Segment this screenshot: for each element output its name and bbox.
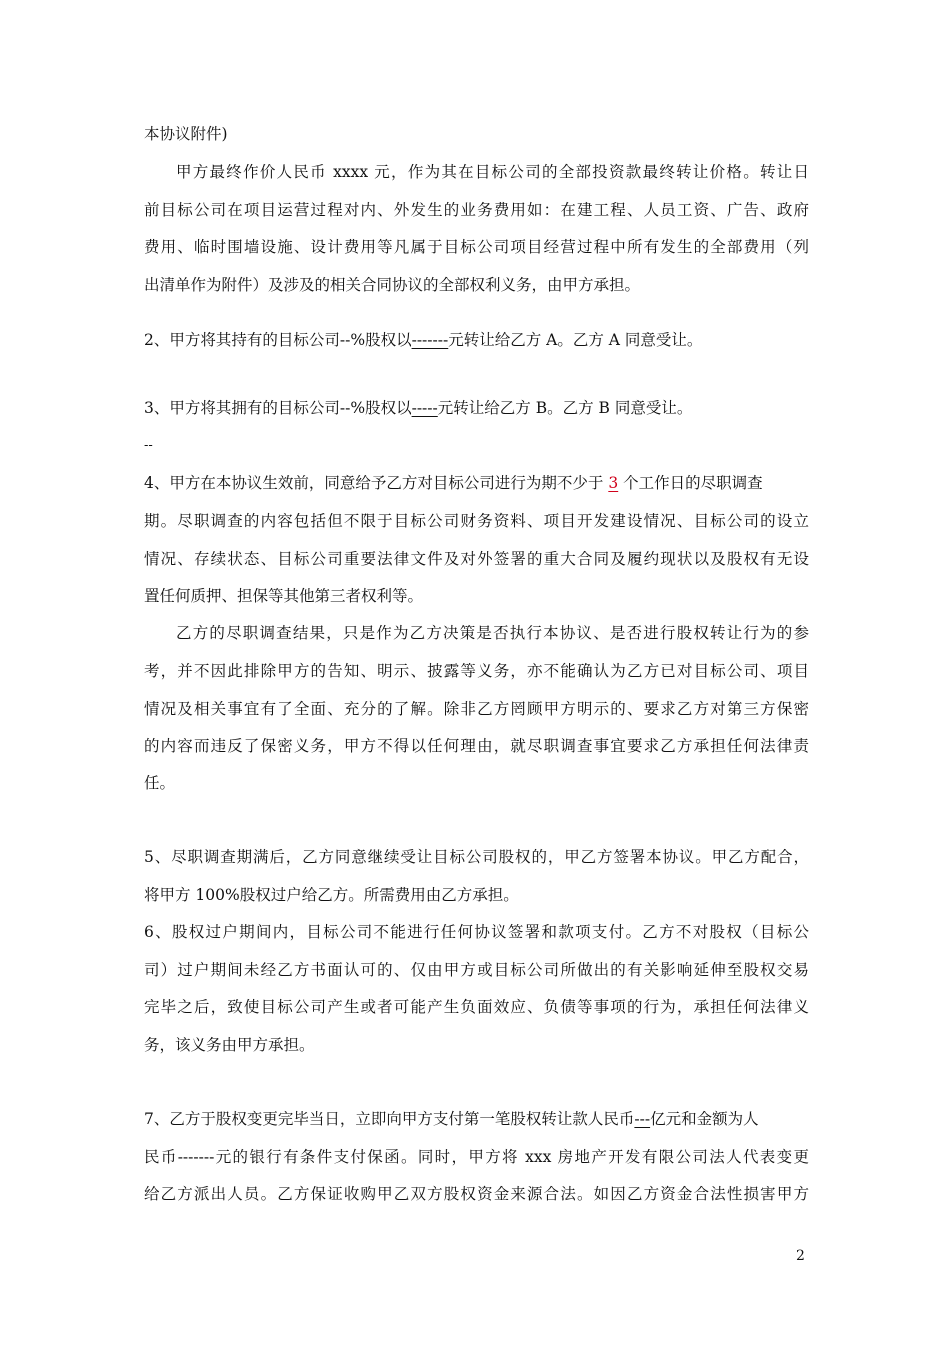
paragraph-line: 置任何质押、担保等其他第三者权利等。 — [144, 587, 424, 605]
paragraph-line: 6、股权过户期间内，目标公司不能进行任何协议签署和款项支付。乙方不对股权（目标公 — [144, 923, 809, 941]
clause-7-text: 7、乙方于股权变更完毕当日，立即向甲方支付第一笔股权转让款人民币 — [144, 1110, 635, 1128]
clause-4-text: 4、甲方在本协议生效前，同意给予乙方对目标公司进行为期不少于 — [144, 474, 604, 492]
paragraph-line: 出清单作为附件）及涉及的相关合同协议的全部权利义务，由甲方承担。 — [144, 276, 641, 294]
paragraph-line: 的内容而违反了保密义务，甲方不得以任何理由，就尽职调查事宜要求乙方承担任何法律责 — [144, 737, 809, 755]
first-payment-amount: --- — [634, 1110, 651, 1128]
paragraph-line: 给乙方派出人员。乙方保证收购甲乙双方股权资金来源合法。如因乙方资金合法性损害甲方 — [144, 1185, 809, 1203]
paragraph-line: 民币-------元的银行有条件支付保函。同时，甲方将 xxx 房地产开发有限公司法人代表变更 — [144, 1148, 809, 1166]
paragraph-line: 司）过户期间未经乙方书面认可的、仅由甲方或目标公司所做出的有关影响延伸至股权交易 — [144, 961, 809, 979]
clause-2-amount: ------- — [411, 331, 449, 349]
paragraph-line: 情况、存续状态、目标公司重要法律文件及对外签署的重大合同及履约现状以及股权有无设 — [144, 550, 809, 568]
paragraph-line: 前目标公司在项目运营过程对内、外发生的业务费用如：在建工程、人员工资、广告、政府 — [144, 201, 809, 219]
paragraph-line: 务，该义务由甲方承担。 — [144, 1036, 315, 1054]
paragraph-line: 乙方的尽职调查结果，只是作为乙方决策是否执行本协议、是否进行股权转让行为的参 — [176, 624, 809, 642]
paragraph-line: 考，并不因此排除甲方的告知、明示、披露等义务，亦不能确认为乙方已对目标公司、项目 — [144, 662, 809, 680]
clause-3-amount: ----- — [411, 399, 438, 417]
clause-2 — [144, 330, 809, 350]
paragraph-line: 费用、临时围墙设施、设计费用等凡属于目标公司项目经营过程中所有发生的全部费用（列 — [144, 238, 809, 256]
paragraph-line: 完毕之后，致使目标公司产生或者可能产生负面效应、负债等事项的行为，承担任何法律义 — [144, 998, 809, 1016]
clause-3-text: 3、甲方将其拥有的目标公司--%股权以 — [144, 399, 412, 417]
paragraph-line: 任。 — [144, 774, 176, 792]
paragraph-line: 甲方最终作价人民币 xxxx 元，作为其在目标公司的全部投资款最终转让价格。转让日 — [176, 163, 809, 181]
clause-2-text: 元转让给乙方 A。乙方 A 同意受让。 — [448, 331, 703, 349]
clause-7-text: 亿元和金额为人 — [650, 1110, 759, 1128]
clause-4 — [144, 473, 809, 493]
clause-2-text: 2、甲方将其持有的目标公司--%股权以 — [144, 331, 412, 349]
paragraph-line: 本协议附件) — [144, 125, 228, 143]
paragraph-line: 将甲方 100%股权过户给乙方。所需费用由乙方承担。 — [144, 886, 519, 904]
clause-4-text: 个工作日的尽职调查 — [623, 474, 763, 492]
paragraph-line: 情况及相关事宜有了全面、充分的了解。除非乙方罔顾甲方明示的、要求乙方对第三方保密 — [144, 700, 809, 718]
clause-7 — [144, 1109, 809, 1129]
page-number: 2 — [796, 1248, 805, 1264]
clause-3 — [144, 398, 809, 418]
paragraph-line: 期。尽职调查的内容包括但不限于目标公司财务资料、项目开发建设情况、目标公司的设立 — [144, 512, 809, 530]
due-diligence-days: 3 — [608, 474, 619, 492]
clause-3-text: 元转让给乙方 B。乙方 B 同意受让。 — [437, 399, 693, 417]
paragraph-line: 5、尽职调查期满后，乙方同意继续受让目标公司股权的，甲乙方签署本协议。甲乙方配合， — [144, 848, 809, 866]
separator-dashes: -- — [144, 438, 153, 453]
